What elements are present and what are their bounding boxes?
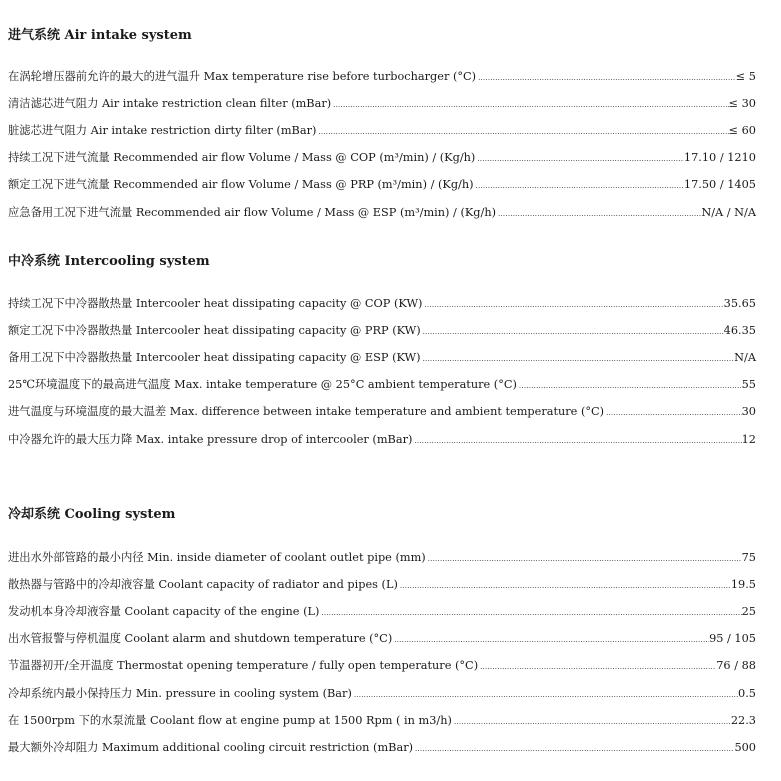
spec-row	[8, 96, 756, 113]
dot-leader	[476, 69, 736, 86]
spec-row	[8, 177, 756, 194]
dot-leader	[331, 96, 728, 113]
spec-row	[8, 550, 756, 567]
dot-leader	[426, 550, 742, 567]
spec-label: 散热器与管路中的冷却液容量 Coolant capacity of radiator and pipes (L)	[8, 578, 398, 591]
spec-value: 75	[741, 551, 756, 564]
spec-value: ≤ 5	[735, 70, 756, 83]
spec-value: 19.5	[730, 578, 756, 591]
spec-label: 中冷器允许的最大压力降 Max. intake pressure drop of intercooler (mBar)	[8, 433, 413, 446]
dot-leader	[352, 686, 738, 703]
dot-leader	[413, 740, 734, 757]
spec-label: 额定工况下进气流量 Recommended air flow Volume / Mass @ PRP (m³/min) / (Kg/h)	[8, 178, 474, 191]
spec-value: N/A	[734, 351, 756, 364]
spec-row	[8, 377, 756, 394]
dot-leader	[412, 432, 741, 449]
spec-label: 持续工况下中冷器散热量 Intercooler heat dissipating capacity @ COP (KW)	[8, 297, 423, 310]
spec-value: 500	[734, 741, 756, 754]
spec-row	[8, 150, 756, 167]
spec-value: ≤ 60	[728, 124, 756, 137]
spec-row	[8, 323, 756, 340]
section-title-intercooling: 中冷系统 Intercooling system	[8, 254, 210, 269]
dot-leader	[604, 404, 742, 421]
dot-leader	[421, 323, 724, 340]
spec-value: ≤ 30	[728, 97, 756, 110]
spec-value: 46.35	[723, 324, 756, 337]
spec-value: 25	[741, 605, 756, 618]
spec-label: 出水管报警与停机温度 Coolant alarm and shutdown temperature (°C)	[8, 632, 393, 645]
dot-leader	[496, 205, 701, 222]
spec-value: 76 / 88	[716, 659, 756, 672]
spec-label: 在涡轮增压器前允许的最大的进气温升 Max temperature rise before turbocharger (°C)	[8, 70, 477, 83]
spec-label: 应急备用工况下进气流量 Recommended air flow Volume / Mass @ ESP (m³/min) / (Kg/h)	[8, 206, 497, 219]
spec-label: 发动机本身冷却液容量 Coolant capacity of the engine (L)	[8, 605, 320, 618]
spec-label: 进出水外部管路的最小内径 Min. inside diameter of coolant outlet pipe (mm)	[8, 551, 426, 564]
spec-row	[8, 205, 756, 222]
spec-value: 95 / 105	[709, 632, 756, 645]
spec-row	[8, 686, 756, 703]
spec-label: 额定工况下中冷器散热量 Intercooler heat dissipating capacity @ PRP (KW)	[8, 324, 421, 337]
spec-value: 35.65	[723, 297, 756, 310]
spec-row	[8, 604, 756, 621]
spec-label: 冷却系统内最小保持压力 Min. pressure in cooling system (Bar)	[8, 687, 352, 700]
spec-label: 节温器初开/全开温度 Thermostat opening temperature / fully open temperature (°C)	[8, 659, 479, 672]
dot-leader	[475, 150, 684, 167]
dot-leader	[422, 296, 723, 313]
spec-label: 进气温度与环境温度的最大温差 Max. difference between intake temperature and ambient temperature (°C)	[8, 405, 605, 418]
spec-value: 0.5	[738, 687, 756, 700]
dot-leader	[474, 177, 684, 194]
dot-leader	[319, 604, 741, 621]
spec-label: 25℃环境温度下的最高进气温度 Max. intake temperature @ 25°C ambient temperature (°C)	[8, 378, 517, 391]
spec-row	[8, 713, 756, 730]
dot-leader	[452, 713, 731, 730]
spec-value: 30	[741, 405, 756, 418]
spec-label: 持续工况下进气流量 Recommended air flow Volume / Mass @ COP (m³/min) / (Kg/h)	[8, 151, 476, 164]
spec-row	[8, 432, 756, 449]
spec-value: 17.10 / 1210	[683, 151, 756, 164]
spec-row	[8, 296, 756, 313]
spec-label: 在 1500rpm 下的水泵流量 Coolant flow at engine pump at 1500 Rpm ( in m3/h)	[8, 714, 452, 727]
spec-row	[8, 740, 756, 757]
spec-value: N/A / N/A	[701, 206, 756, 219]
spec-row	[8, 631, 756, 648]
section-title-cooling: 冷却系统 Cooling system	[8, 507, 176, 522]
spec-value: 55	[741, 378, 756, 391]
spec-value: 17.50 / 1405	[683, 178, 756, 191]
spec-label: 备用工况下中冷器散热量 Intercooler heat dissipating capacity @ ESP (KW)	[8, 351, 421, 364]
spec-label: 清洁滤芯进气阻力 Air intake restriction clean filter (mBar)	[8, 97, 332, 110]
dot-leader	[398, 577, 731, 594]
spec-value: 12	[741, 433, 756, 446]
spec-row	[8, 404, 756, 421]
dot-leader	[421, 350, 735, 367]
spec-label: 脏滤芯进气阻力 Air intake restriction dirty filter (mBar)	[8, 124, 317, 137]
spec-label: 最大额外冷却阻力 Maximum additional cooling circuit restriction (mBar)	[8, 741, 414, 754]
dot-leader	[478, 658, 716, 675]
section-title-air-intake: 进气系统 Air intake system	[8, 28, 192, 43]
spec-row	[8, 123, 756, 140]
spec-row	[8, 350, 756, 367]
dot-leader	[316, 123, 728, 140]
spec-row	[8, 577, 756, 594]
dot-leader	[517, 377, 742, 394]
dot-leader	[392, 631, 709, 648]
spec-row	[8, 69, 756, 86]
spec-value: 22.3	[730, 714, 756, 727]
spec-row	[8, 658, 756, 675]
